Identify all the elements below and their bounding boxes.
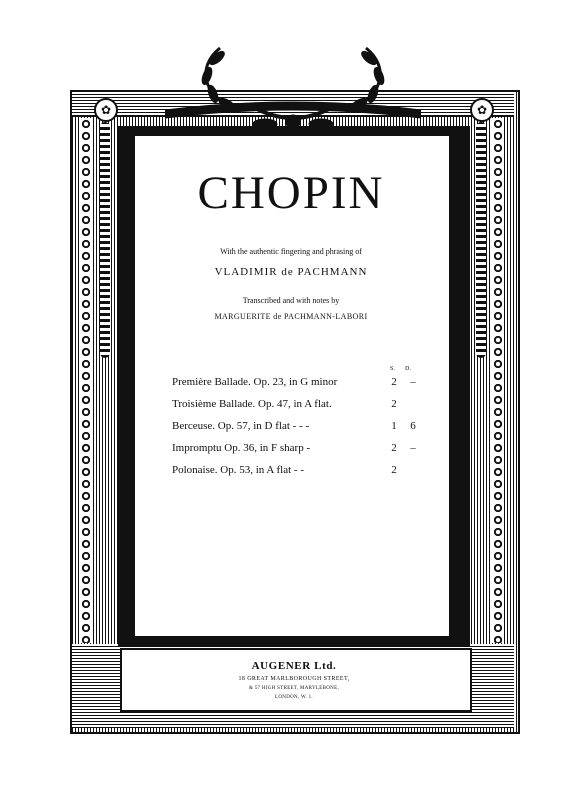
- price-pence: –: [410, 376, 416, 388]
- price-shillings: 1: [391, 420, 397, 432]
- work-title: Berceuse. Op. 57, in D flat - - -: [172, 420, 310, 432]
- right-tassel-garland: [476, 122, 486, 358]
- left-tassel-garland: [100, 122, 110, 358]
- left-bead-border: [80, 118, 92, 643]
- work-item: [172, 372, 448, 394]
- work-item: [172, 460, 448, 482]
- publisher-address-line: LONDON, W. 1.: [275, 695, 313, 700]
- price-pence: –: [410, 442, 416, 454]
- price-shillings: 2: [391, 376, 397, 388]
- rosette-icon: ✿: [470, 98, 494, 122]
- publisher-name: AUGENER Ltd.: [251, 660, 337, 672]
- laurel-wreath-icon: [165, 38, 421, 134]
- publisher-address-line: & 57 HIGH STREET, MARYLEBONE,: [249, 686, 339, 691]
- work-title: Impromptu Op. 36, in F sharp -: [172, 442, 311, 454]
- work-title: Polonaise. Op. 53, in A flat - -: [172, 464, 304, 476]
- work-title: Première Ballade. Op. 23, in G minor: [172, 376, 338, 388]
- composer-title: CHOPIN: [197, 167, 385, 219]
- work-item: [172, 416, 448, 438]
- work-item: [172, 394, 448, 416]
- publisher-address-line: 18 GREAT MARLBOROUGH STREET,: [238, 676, 350, 682]
- work-item: [172, 438, 448, 460]
- price-pence: 6: [410, 420, 416, 432]
- editor-name: VLADIMIR de PACHMANN: [214, 266, 368, 278]
- price-column-d: D.: [405, 366, 411, 372]
- right-bead-border: [492, 118, 504, 643]
- work-title: Troisième Ballade. Op. 47, in A flat.: [172, 398, 332, 410]
- rosette-icon: ✿: [94, 98, 118, 122]
- transcriber-name: MARGUERITE de PACHMANN-LABORI: [214, 312, 368, 321]
- price-shillings: 2: [391, 442, 397, 454]
- price-shillings: 2: [391, 398, 397, 410]
- price-column-s: S.: [390, 366, 395, 372]
- fingering-line: With the authentic fingering and phrasing of: [220, 247, 362, 256]
- works-list: [172, 372, 448, 482]
- price-shillings: 2: [391, 464, 397, 476]
- transcribed-line: Transcribed and with notes by: [242, 296, 340, 305]
